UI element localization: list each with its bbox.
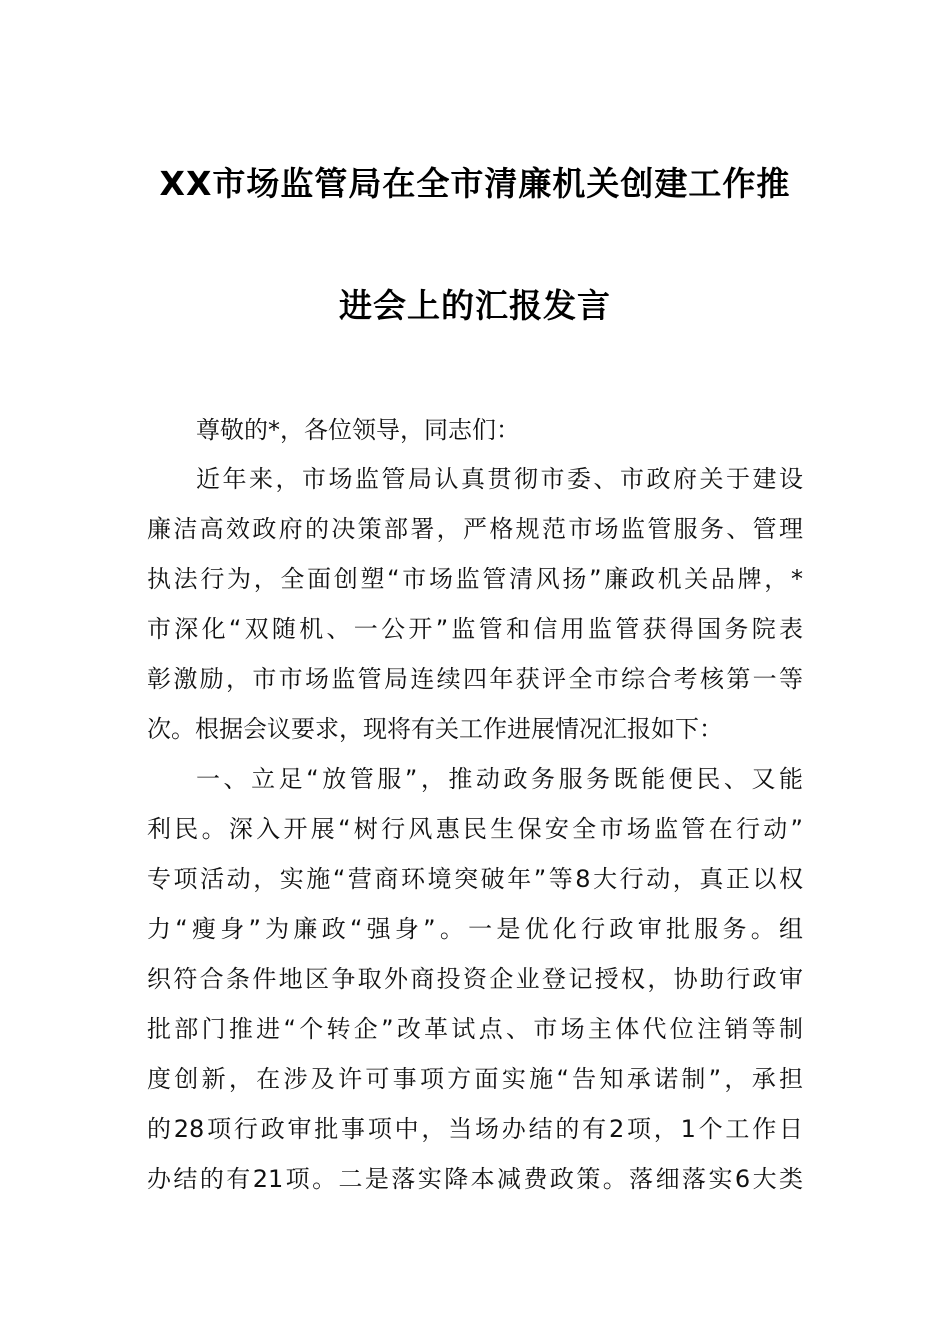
paragraph-2-line-4: 力“瘦身”为廉政“强身”。一是优化行政审批服务。组	[147, 915, 803, 943]
paragraph-1-line-4: 市深化“双随机、一公开”监管和信用监管获得国务院表	[147, 615, 803, 643]
paragraph-1-line-5: 彰激励，市市场监管局连续四年获评全市综合考核第一等	[147, 665, 803, 693]
paragraph-1-line-2: 廉洁高效政府的决策部署，严格规范市场监管服务、管理	[147, 515, 803, 543]
salutation: 尊敬的*，各位领导，同志们：	[196, 416, 520, 444]
paragraph-1-line-6: 次。根据会议要求，现将有关工作进展情况汇报如下：	[147, 715, 723, 743]
paragraph-2-line-1: 一、立足“放管服”，推动政务服务既能便民、又能	[196, 765, 803, 793]
paragraph-2-line-3: 专项活动，实施“营商环境突破年”等8大行动，真正以权	[147, 865, 803, 893]
paragraph-2-line-5: 织符合条件地区争取外商投资企业登记授权，协助行政审	[147, 965, 803, 993]
paragraph-2-line-2: 利民。深入开展“树行风惠民生保安全市场监管在行动”	[147, 815, 803, 843]
paragraph-2-line-8: 的28项行政审批事项中，当场办结的有2项，1个工作日	[147, 1115, 803, 1143]
paragraph-1-line-3: 执法行为，全面创塑“市场监管清风扬”廉政机关品牌，*	[147, 565, 803, 593]
document-title-line-1: XX市场监管局在全市清廉机关创建工作推	[159, 164, 791, 203]
paragraph-2-line-6: 批部门推进“个转企”改革试点、市场主体代位注销等制	[147, 1015, 803, 1043]
paragraph-1-line-1: 近年来，市场监管局认真贯彻市委、市政府关于建设	[196, 465, 803, 493]
paragraph-2-line-7: 度创新，在涉及许可事项方面实施“告知承诺制”，承担	[147, 1065, 803, 1093]
document-title-line-2: 进会上的汇报发言	[339, 286, 611, 325]
paragraph-2-line-9: 办结的有21项。二是落实降本减费政策。落细落实6大类	[147, 1165, 803, 1193]
